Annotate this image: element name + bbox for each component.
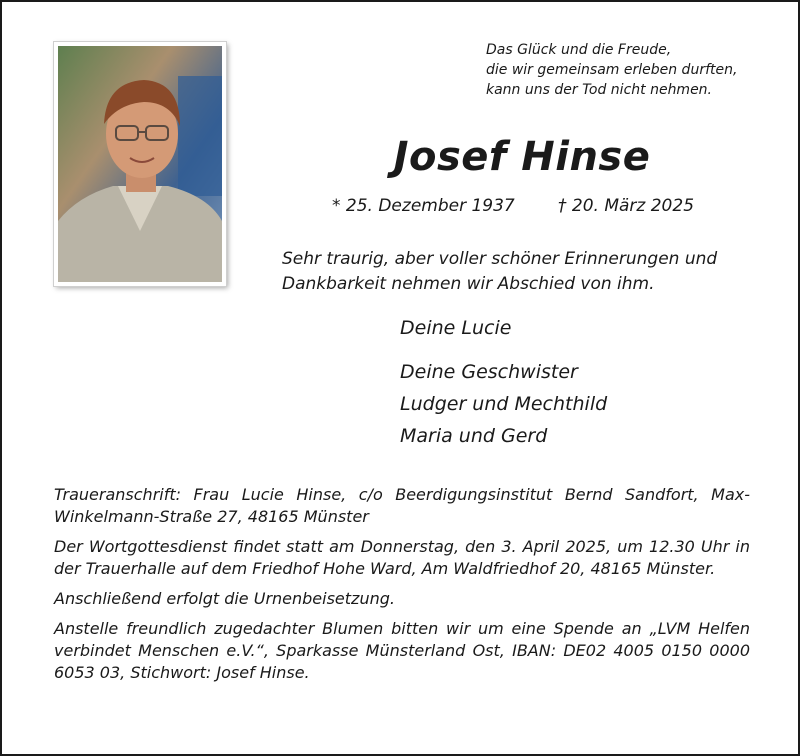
portrait-photo [54,42,226,286]
sibling-couple: Ludger und Mechthild [400,393,608,415]
quote-line: Das Glück und die Freude, [486,42,672,58]
memorial-quote [486,40,786,100]
siblings-heading: Deine Geschwister [400,361,578,383]
birth-date: * 25. Dezember 1937 [332,196,515,216]
mourning-address: Traueranschrift: Frau Lucie Hinse, c/o Beerdigungsinstitut Bernd Sandfort, Max-Winkelmann-Straße 27, 48165 Münster [54,485,750,526]
service-details: Der Wortgottesdienst findet statt am Donnerstag, den 3. April 2025, um 12.30 Uhr in der Trauerhalle auf dem Friedhof Hohe Ward, Am Waldfriedhof 20, 48165 Münster. [54,537,750,578]
life-dates [332,196,695,216]
portrait-image [58,46,222,282]
quote-line: die wir gemeinsam erleben durften, [486,62,738,78]
donation-request: Anstelle freundlich zugedachter Blumen bitten wir um eine Spende an „LVM Helfen verbindet Menschen e.V.“, Sparkasse Münsterland Ost, IBAN: DE02 4005 0150 0000 6053 03, Stichwort: Josef Hinse. [54,619,750,682]
mourning-text: Sehr traurig, aber voller schöner Erinnerungen und Dankbarkeit nehmen wir Abschied von ihm. [282,249,718,294]
funeral-information [54,484,750,692]
burial-note: Anschließend erfolgt die Urnenbeisetzung. [54,589,395,608]
death-date: † 20. März 2025 [558,196,695,216]
quote-line: kann uns der Tod nicht nehmen. [486,82,713,98]
family-signatures [400,312,607,452]
sibling-couple: Maria und Gerd [400,425,548,447]
spouse-name: Deine Lucie [400,317,512,339]
deceased-name: Josef Hinse [393,134,651,180]
